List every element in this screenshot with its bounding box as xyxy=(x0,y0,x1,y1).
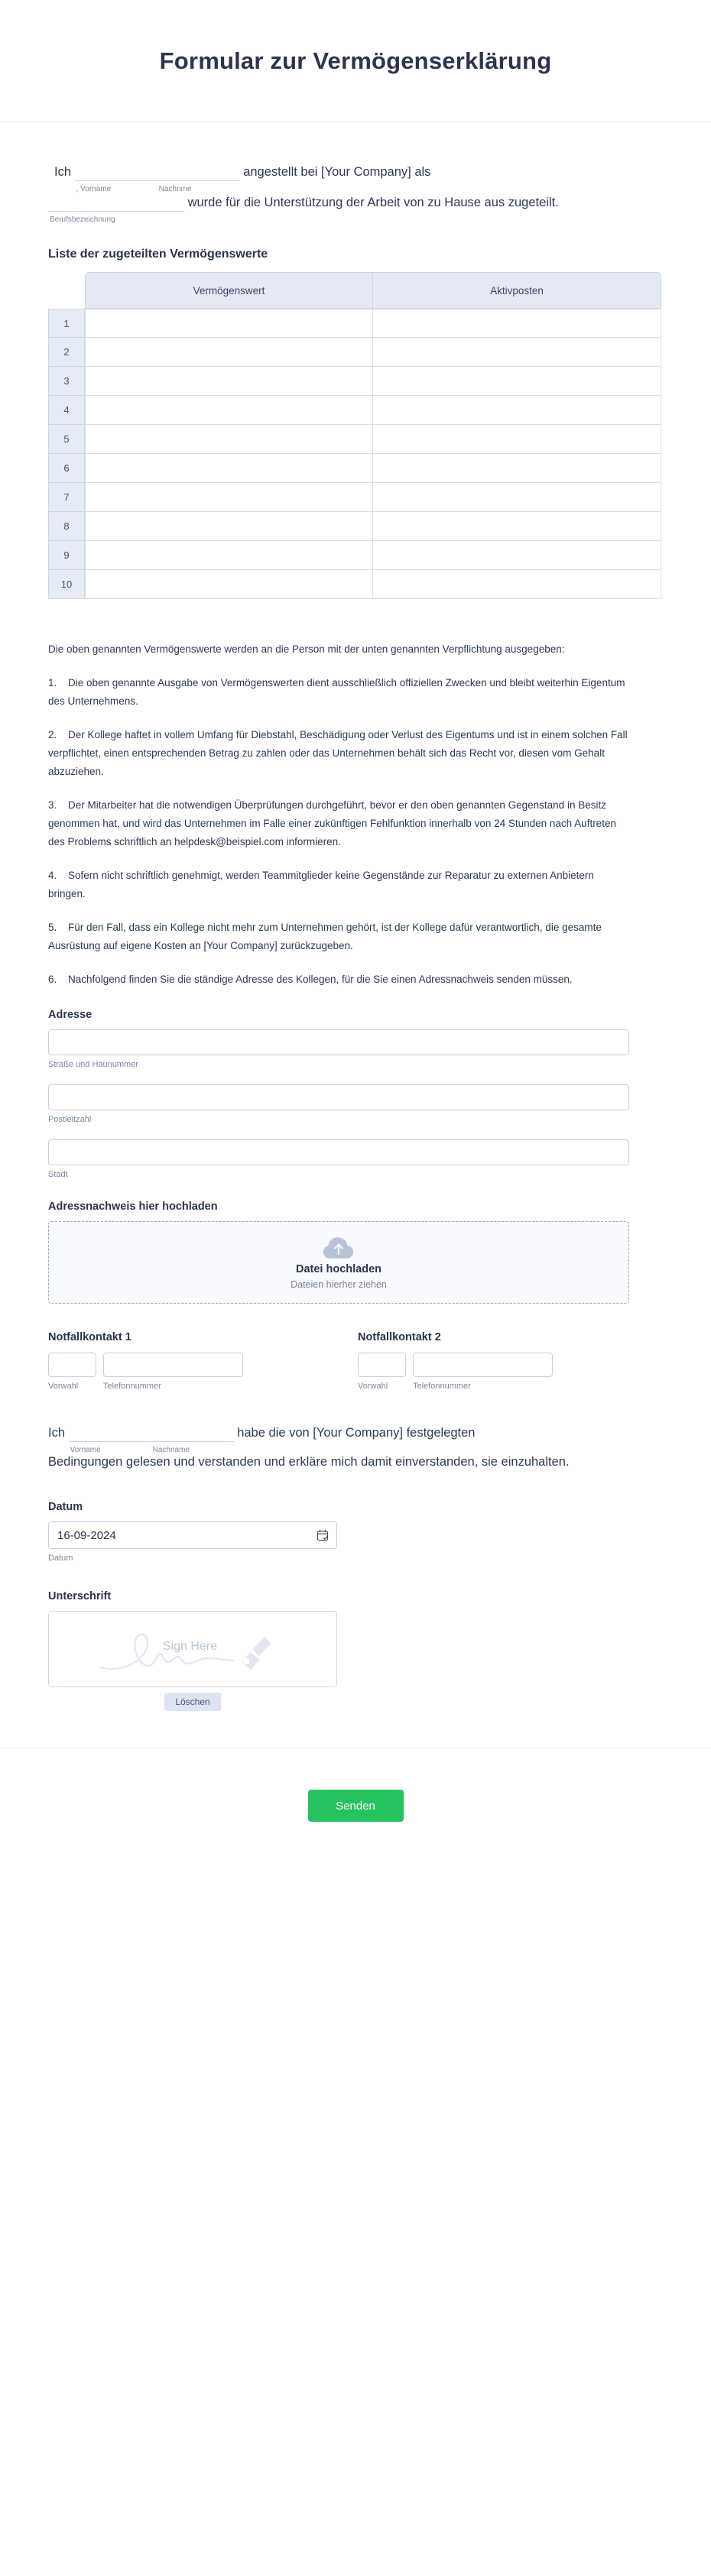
item-input-row-2[interactable] xyxy=(373,338,661,366)
asset-table-header-row xyxy=(48,272,661,309)
terms-item xyxy=(48,970,629,989)
asset-table-body xyxy=(48,309,661,599)
form-header xyxy=(0,0,711,122)
asset-input-row-2[interactable] xyxy=(86,338,372,366)
item-input-row-8[interactable] xyxy=(373,512,661,540)
agreement-middle-text: habe die von [Your Company] festgelegten xyxy=(237,1426,476,1440)
clear-signature-button[interactable]: Löschen xyxy=(164,1693,220,1711)
date-section xyxy=(48,1501,663,1563)
asset-cell xyxy=(85,570,373,599)
asset-input-row-1[interactable] xyxy=(86,309,372,337)
terms-item-text: Sofern nicht schriftlich genehmigt, werden Teammitglieder keine Gegenstände zur Reparatur zu externen Anbietern bringen. xyxy=(48,870,594,899)
asset-table xyxy=(48,272,661,599)
intro-line-1 xyxy=(54,160,663,194)
row-number-cell: 5 xyxy=(48,425,85,454)
terms-item-text: Nachfolgend finden Sie die ständige Adresse des Kollegen, für die Sie einen Adressnachweis senden müssen. xyxy=(68,974,573,985)
item-cell xyxy=(373,425,661,454)
intro-lead-text: Ich xyxy=(54,165,72,179)
upload-heading: Adressnachweis hier hochladen xyxy=(48,1201,218,1213)
street-address-label: Straße und Haunummer xyxy=(48,1060,138,1069)
table-row xyxy=(48,425,661,454)
asset-table-container xyxy=(48,272,663,599)
terms-item-list xyxy=(48,674,663,989)
intro-job-title-input[interactable] xyxy=(48,196,184,212)
agreement-tail-text: Bedingungen gelesen und verstanden und erkläre mich damit einverstanden, sie einzuhalten. xyxy=(48,1455,570,1469)
emergency-contact-1-phone-label: Telefonnummer xyxy=(103,1382,161,1391)
agreement-last-name-unit xyxy=(151,1421,234,1455)
item-cell xyxy=(373,396,661,425)
item-cell xyxy=(373,309,661,338)
terms-item-number: 1. xyxy=(48,677,57,689)
asset-input-row-3[interactable] xyxy=(86,367,372,395)
form-body xyxy=(0,122,711,1711)
city-field-block xyxy=(48,1139,663,1179)
emergency-contact-1-title: Notfallkontakt 1 xyxy=(48,1331,131,1343)
emergency-contact-1-phone-block xyxy=(103,1353,243,1391)
upload-subtitle-text: Dateien hierher ziehen xyxy=(291,1278,387,1290)
emergency-contact-1 xyxy=(48,1331,320,1391)
terms-item-number: 4. xyxy=(48,870,57,881)
intro-last-name-input[interactable] xyxy=(157,166,240,181)
table-row xyxy=(48,541,661,570)
item-cell xyxy=(373,570,661,599)
table-row xyxy=(48,454,661,483)
agreement-first-name-unit xyxy=(69,1421,151,1455)
row-number-cell: 6 xyxy=(48,454,85,483)
asset-input-row-9[interactable] xyxy=(86,541,372,569)
asset-column-header-asset: Vermögenswert xyxy=(85,272,373,309)
pen-nib-shape xyxy=(242,1637,271,1670)
table-row xyxy=(48,570,661,599)
intro-name-fields xyxy=(75,160,240,194)
terms-item-number: 6. xyxy=(48,974,57,985)
item-input-row-6[interactable] xyxy=(373,454,661,482)
item-input-row-4[interactable] xyxy=(373,396,661,424)
terms-item xyxy=(48,867,629,903)
item-cell xyxy=(373,338,661,367)
asset-table-head xyxy=(48,272,661,309)
asset-input-row-8[interactable] xyxy=(86,512,372,540)
emergency-contact-1-phone-row xyxy=(48,1353,320,1391)
intro-first-name-input[interactable] xyxy=(75,166,157,181)
terms-item-text: Die oben genannte Ausgabe von Vermögenswerten dient ausschließlich offiziellen Zwecken und bleibt weiterhin Eigentum des Unternehmens. xyxy=(48,677,625,707)
table-row xyxy=(48,396,661,425)
city-label: Stadt xyxy=(48,1170,68,1179)
emergency-contact-2-phone-input[interactable] xyxy=(413,1353,553,1377)
signature-heading: Unterschrift xyxy=(48,1590,112,1602)
intro-last-name-unit xyxy=(157,160,240,194)
agreement-first-name-label: Vorname xyxy=(70,1446,101,1454)
emergency-contact-2-area-block xyxy=(358,1353,406,1391)
file-upload-dropzone[interactable] xyxy=(48,1221,629,1304)
asset-cell xyxy=(85,338,373,367)
intro-job-title-unit xyxy=(48,191,184,225)
item-cell xyxy=(373,512,661,541)
page-title: Formular zur Vermögenserklärung xyxy=(159,47,552,74)
item-input-row-10[interactable] xyxy=(373,570,661,598)
emergency-contact-1-phone-input[interactable] xyxy=(103,1353,243,1377)
item-cell xyxy=(373,367,661,396)
asset-list-heading: Liste der zugeteilten Vermögenswerte xyxy=(48,248,268,261)
postal-code-label: Postleitzahl xyxy=(48,1115,92,1124)
agreement-last-name-label: Nachname xyxy=(152,1446,190,1454)
table-row xyxy=(48,367,661,396)
terms-item-text: Der Mitarbeiter hat die notwendigen Überprüfungen durchgeführt, bevor er den oben genannten Gegenstand in Besitz genommen hat, und wird das Unternehmen im Falle einer zukünftigen Fehlfunktion innerhalb von 24 Stunden nach Auftreten des Problems schriftlich an helpdesk@beispiel.com informieren. xyxy=(48,799,616,847)
asset-table-corner-cell xyxy=(48,272,85,309)
postal-field-block xyxy=(48,1084,663,1124)
terms-item-number: 3. xyxy=(48,799,57,811)
terms-item xyxy=(48,796,629,851)
upload-title-text: Datei hochladen xyxy=(296,1262,381,1275)
intro-first-name-label: , Vorname xyxy=(76,185,112,193)
asset-cell xyxy=(85,309,373,338)
cloud-upload-icon xyxy=(322,1236,356,1260)
terms-item xyxy=(48,726,629,781)
asset-cell xyxy=(85,512,373,541)
asset-input-row-6[interactable] xyxy=(86,454,372,482)
item-cell xyxy=(373,483,661,512)
terms-section xyxy=(48,640,663,989)
emergency-contact-2-phone-block xyxy=(413,1353,553,1391)
item-input-row-1[interactable] xyxy=(373,309,661,337)
emergency-contacts-row xyxy=(48,1331,663,1391)
table-row xyxy=(48,483,661,512)
item-cell xyxy=(373,541,661,570)
signature-clear-row xyxy=(48,1693,337,1711)
row-number-cell: 9 xyxy=(48,541,85,570)
address-heading: Adresse xyxy=(48,1009,93,1021)
table-row xyxy=(48,338,661,367)
signature-placeholder-text: Sign Here xyxy=(162,1640,218,1654)
asset-cell xyxy=(85,541,373,570)
asset-input-row-10[interactable] xyxy=(86,570,372,598)
row-number-cell: 10 xyxy=(48,570,85,599)
item-cell xyxy=(373,454,661,483)
intro-declaration xyxy=(48,160,663,225)
intro-line-2 xyxy=(48,191,663,225)
row-number-cell: 4 xyxy=(48,396,85,425)
signature-pad[interactable] xyxy=(48,1611,337,1687)
item-input-row-9[interactable] xyxy=(373,541,661,569)
intro-job-title-label: Berufsbezeichnung xyxy=(50,215,115,224)
street-field-block xyxy=(48,1029,663,1069)
agreement-lead-text: Ich xyxy=(48,1426,66,1440)
terms-item xyxy=(48,919,629,955)
emergency-contact-2-title: Notfallkontakt 2 xyxy=(358,1331,441,1343)
terms-intro-paragraph: Die oben genannten Vermögenswerte werden an die Person mit der unten genannten Verpflichtung ausgegeben: xyxy=(48,643,565,655)
emergency-contact-2-area-input[interactable] xyxy=(358,1353,406,1377)
submit-button[interactable]: Senden xyxy=(308,1790,404,1822)
table-row xyxy=(48,309,661,338)
agreement-declaration xyxy=(48,1421,663,1473)
terms-item-number: 2. xyxy=(48,729,57,740)
date-heading: Datum xyxy=(48,1501,83,1513)
emergency-contact-2-phone-row xyxy=(358,1353,629,1391)
intro-middle-text: angestellt bei [Your Company] als xyxy=(243,165,431,179)
terms-item xyxy=(48,674,629,711)
signature-section xyxy=(48,1590,663,1711)
asset-cell xyxy=(85,483,373,512)
emergency-contact-2-phone-label: Telefonnummer xyxy=(413,1382,471,1391)
emergency-contact-1-area-label: Vorwahl xyxy=(48,1382,79,1391)
row-number-cell: 2 xyxy=(48,338,85,367)
emergency-contact-1-area-input[interactable] xyxy=(48,1353,96,1377)
asset-cell xyxy=(85,367,373,396)
intro-tail-text: wurde für die Unterstützung der Arbeit von zu Hause aus zugeteilt. xyxy=(187,196,559,209)
asset-input-row-5[interactable] xyxy=(86,425,372,453)
agreement-name-fields xyxy=(69,1421,234,1455)
row-number-cell: 7 xyxy=(48,483,85,512)
emergency-contact-2 xyxy=(358,1331,629,1391)
form-footer xyxy=(0,1748,711,1863)
asset-cell xyxy=(85,396,373,425)
intro-last-name-label: Nachnme xyxy=(158,185,192,193)
intro-first-name-unit xyxy=(75,160,157,194)
row-number-cell: 8 xyxy=(48,512,85,541)
date-input-wrapper xyxy=(48,1521,337,1549)
terms-item-text: Für den Fall, dass ein Kollege nicht mehr zum Unternehmen gehört, ist der Kollege dafür verantwortlich, die gesamte Ausrüstung auf eigene Kosten an [Your Company] zurückzugeben. xyxy=(48,922,602,951)
date-under-label: Datum xyxy=(48,1554,73,1563)
emergency-contact-2-area-label: Vorwahl xyxy=(358,1382,388,1391)
item-input-row-5[interactable] xyxy=(373,425,661,453)
date-input[interactable] xyxy=(48,1521,337,1549)
asset-input-row-7[interactable] xyxy=(86,483,372,511)
terms-item-number: 5. xyxy=(48,922,57,933)
asset-cell xyxy=(85,425,373,454)
row-number-cell: 1 xyxy=(48,309,85,338)
city-input[interactable] xyxy=(48,1139,629,1165)
postal-code-input[interactable] xyxy=(48,1084,629,1110)
asset-column-header-item: Aktivposten xyxy=(373,272,661,309)
asset-input-row-4[interactable] xyxy=(86,396,372,424)
terms-item-text: Der Kollege haftet in vollem Umfang für Diebstahl, Beschädigung oder Verlust des Eigentums und ist in einem solchen Fall verpflichtet, einen entsprechenden Betrag zu zahlen oder das Unternehmen behält sich das Recht vor, diesen vom Gehalt abzuziehen. xyxy=(48,729,628,777)
asset-cell xyxy=(85,454,373,483)
emergency-contact-1-area-block xyxy=(48,1353,96,1391)
row-number-cell: 3 xyxy=(48,367,85,396)
agreement-last-name-input[interactable] xyxy=(151,1427,234,1442)
street-address-input[interactable] xyxy=(48,1029,629,1055)
agreement-first-name-input[interactable] xyxy=(69,1427,151,1442)
item-input-row-3[interactable] xyxy=(373,367,661,395)
table-row xyxy=(48,512,661,541)
item-input-row-7[interactable] xyxy=(373,483,661,511)
